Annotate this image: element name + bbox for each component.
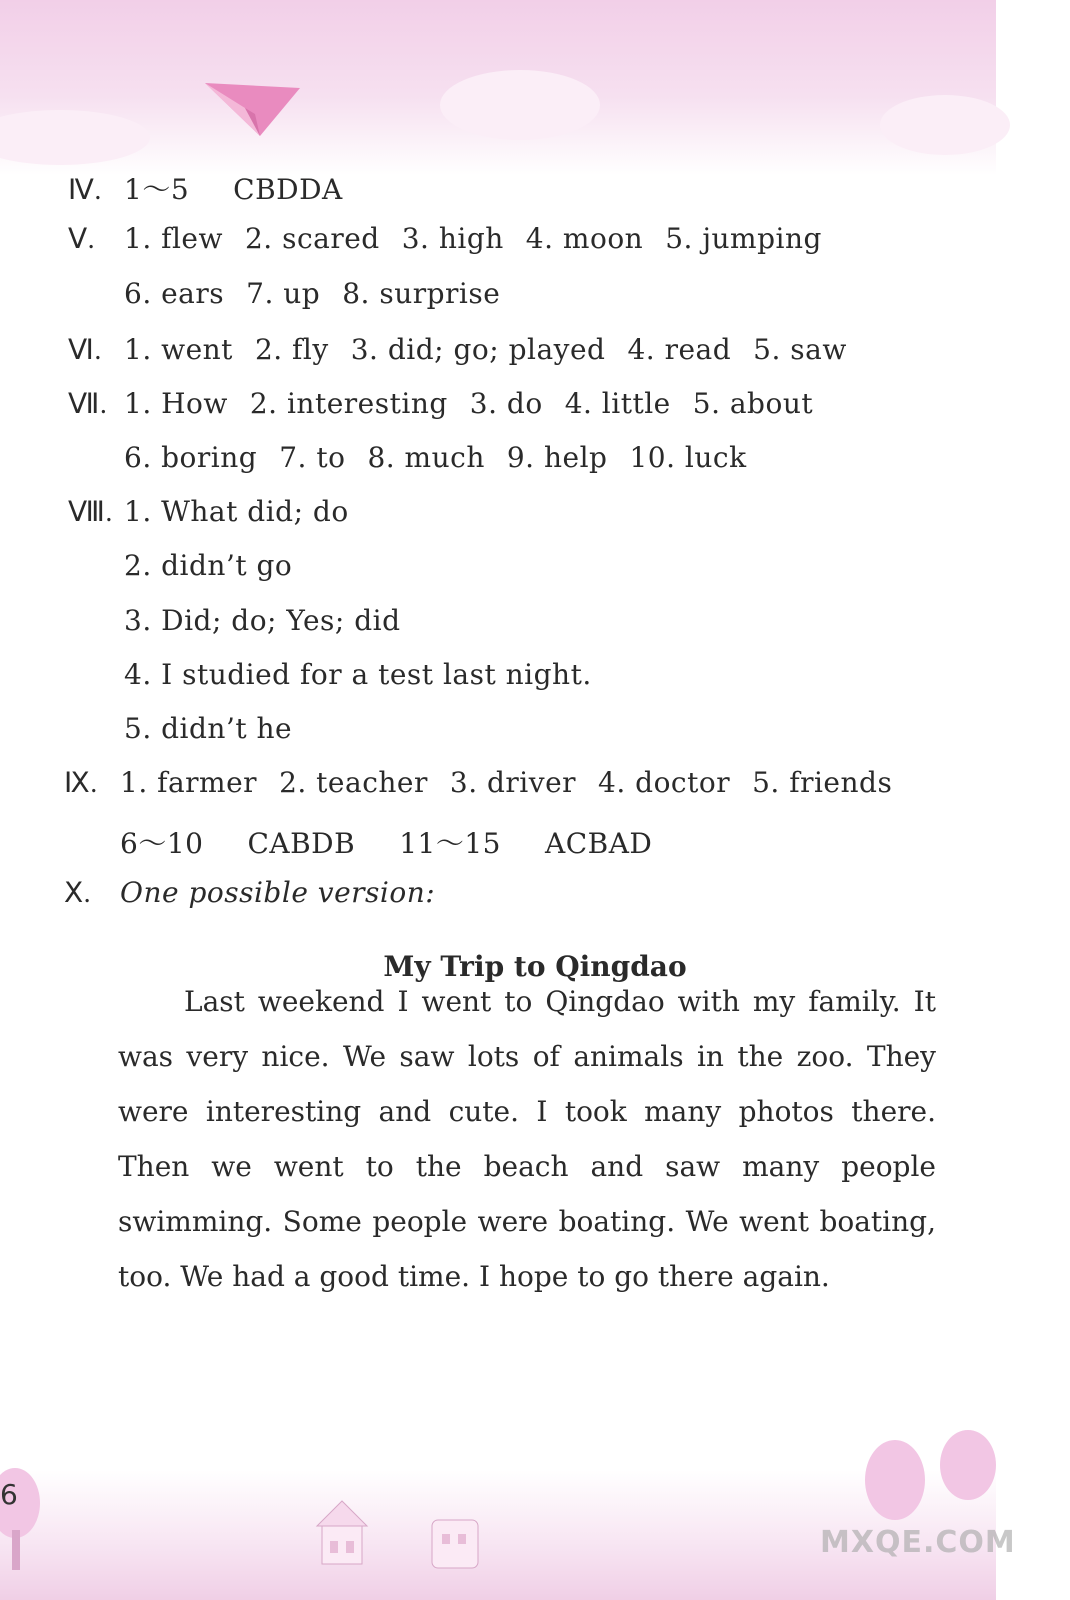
answer-item: 9. help xyxy=(506,441,608,474)
essay-text: Last weekend I went to Qingdao with my family. It was very nice. We saw lots of animals in the zoo. They were interesting and cute. I took many photos there. Then we went to the beach and saw many people swimming. Some people were boating. We went boating, too. We had a good time. I hope to go there again. xyxy=(118,985,936,1293)
answer-item: 3. Did; do; Yes; did xyxy=(124,604,401,637)
section-label: Ⅷ. xyxy=(68,497,113,528)
answer-item: 5. jumping xyxy=(665,222,822,255)
answer-item: 4. read xyxy=(627,333,732,366)
answer-section-v-row2 xyxy=(124,277,500,310)
answer-item: 3. do xyxy=(469,387,543,420)
answer-section-ix-row2 xyxy=(120,822,652,862)
answer-section-viii-item xyxy=(124,712,292,745)
answer-item: 5. about xyxy=(692,387,814,420)
answer-item: ACBAD xyxy=(544,827,653,860)
answer-item: 2. fly xyxy=(254,333,329,366)
answer-item: 1. farmer xyxy=(120,766,258,799)
answer-item: 1. flew xyxy=(124,222,223,255)
answer-item: 2. didn’t go xyxy=(124,549,293,582)
answer-section-vii-row2 xyxy=(124,441,747,474)
cloud-decoration xyxy=(440,70,600,140)
answer-item: 1. How xyxy=(124,387,228,420)
section-label: Ⅹ. xyxy=(64,878,92,909)
answer-item: 6. boring xyxy=(124,441,258,474)
answer-item: 3. high xyxy=(401,222,504,255)
answer-section-viii-item xyxy=(124,604,401,637)
answer-item: 6～10 xyxy=(120,827,204,860)
answer-section-vi xyxy=(68,333,847,367)
section-label: Ⅴ. xyxy=(68,224,96,255)
answer-section-viii xyxy=(68,495,349,529)
answer-item: 2. scared xyxy=(244,222,380,255)
answer-item: 5. friends xyxy=(752,766,893,799)
answer-item: 3. did; go; played xyxy=(350,333,606,366)
answer-item: CABDB xyxy=(247,827,356,860)
page-number: 6 xyxy=(0,1478,18,1511)
house-decoration xyxy=(312,1496,372,1566)
answer-item: 7. up xyxy=(246,277,321,310)
watermark: MXQE.COM xyxy=(820,1525,1016,1560)
tree-decoration xyxy=(940,1430,996,1500)
answer-item: 4. moon xyxy=(525,222,644,255)
answer-item: 8. surprise xyxy=(342,277,501,310)
house-decoration xyxy=(428,1512,482,1570)
answer-item: 10. luck xyxy=(629,441,747,474)
answer-item: CBDDA xyxy=(233,173,343,206)
answer-item: 4. I studied for a test last night. xyxy=(124,658,592,691)
section-label: Ⅳ. xyxy=(68,175,102,206)
tree-trunk-decoration xyxy=(12,1530,20,1570)
answer-item: 3. driver xyxy=(449,766,577,799)
answer-item: 2. teacher xyxy=(279,766,428,799)
tree-decoration xyxy=(865,1440,925,1520)
answer-item: 6. ears xyxy=(124,277,225,310)
answer-section-x xyxy=(64,876,435,910)
essay-paragraph xyxy=(118,974,936,1304)
answer-item: 7. to xyxy=(279,441,346,474)
answer-item: 1. went xyxy=(124,333,233,366)
answer-item: 2. interesting xyxy=(249,387,448,420)
answer-item: 4. doctor xyxy=(598,766,731,799)
section-label: Ⅸ. xyxy=(64,768,98,799)
answer-section-v xyxy=(68,222,822,256)
answer-item: 8. much xyxy=(367,441,485,474)
answer-section-ix xyxy=(64,766,892,800)
answer-item: 1. What did; do xyxy=(124,495,349,528)
answer-item: 4. little xyxy=(564,387,671,420)
answer-section-viii-item xyxy=(124,549,292,582)
answer-item: 5. saw xyxy=(753,333,847,366)
answer-item: 5. didn’t he xyxy=(124,712,293,745)
section-label: Ⅵ. xyxy=(68,335,102,366)
answer-section-vii xyxy=(68,387,813,421)
answer-item: 1～5 xyxy=(124,173,190,206)
answer-section-viii-item xyxy=(124,658,592,691)
section-intro: One possible version: xyxy=(120,876,436,909)
answer-item: 11～15 xyxy=(399,827,501,860)
paper-plane-icon xyxy=(205,78,305,138)
cloud-decoration xyxy=(880,95,1010,155)
section-label: Ⅶ. xyxy=(68,389,108,420)
answer-section-iv xyxy=(68,168,343,208)
essay-title: My Trip to Qingdao xyxy=(383,950,687,983)
